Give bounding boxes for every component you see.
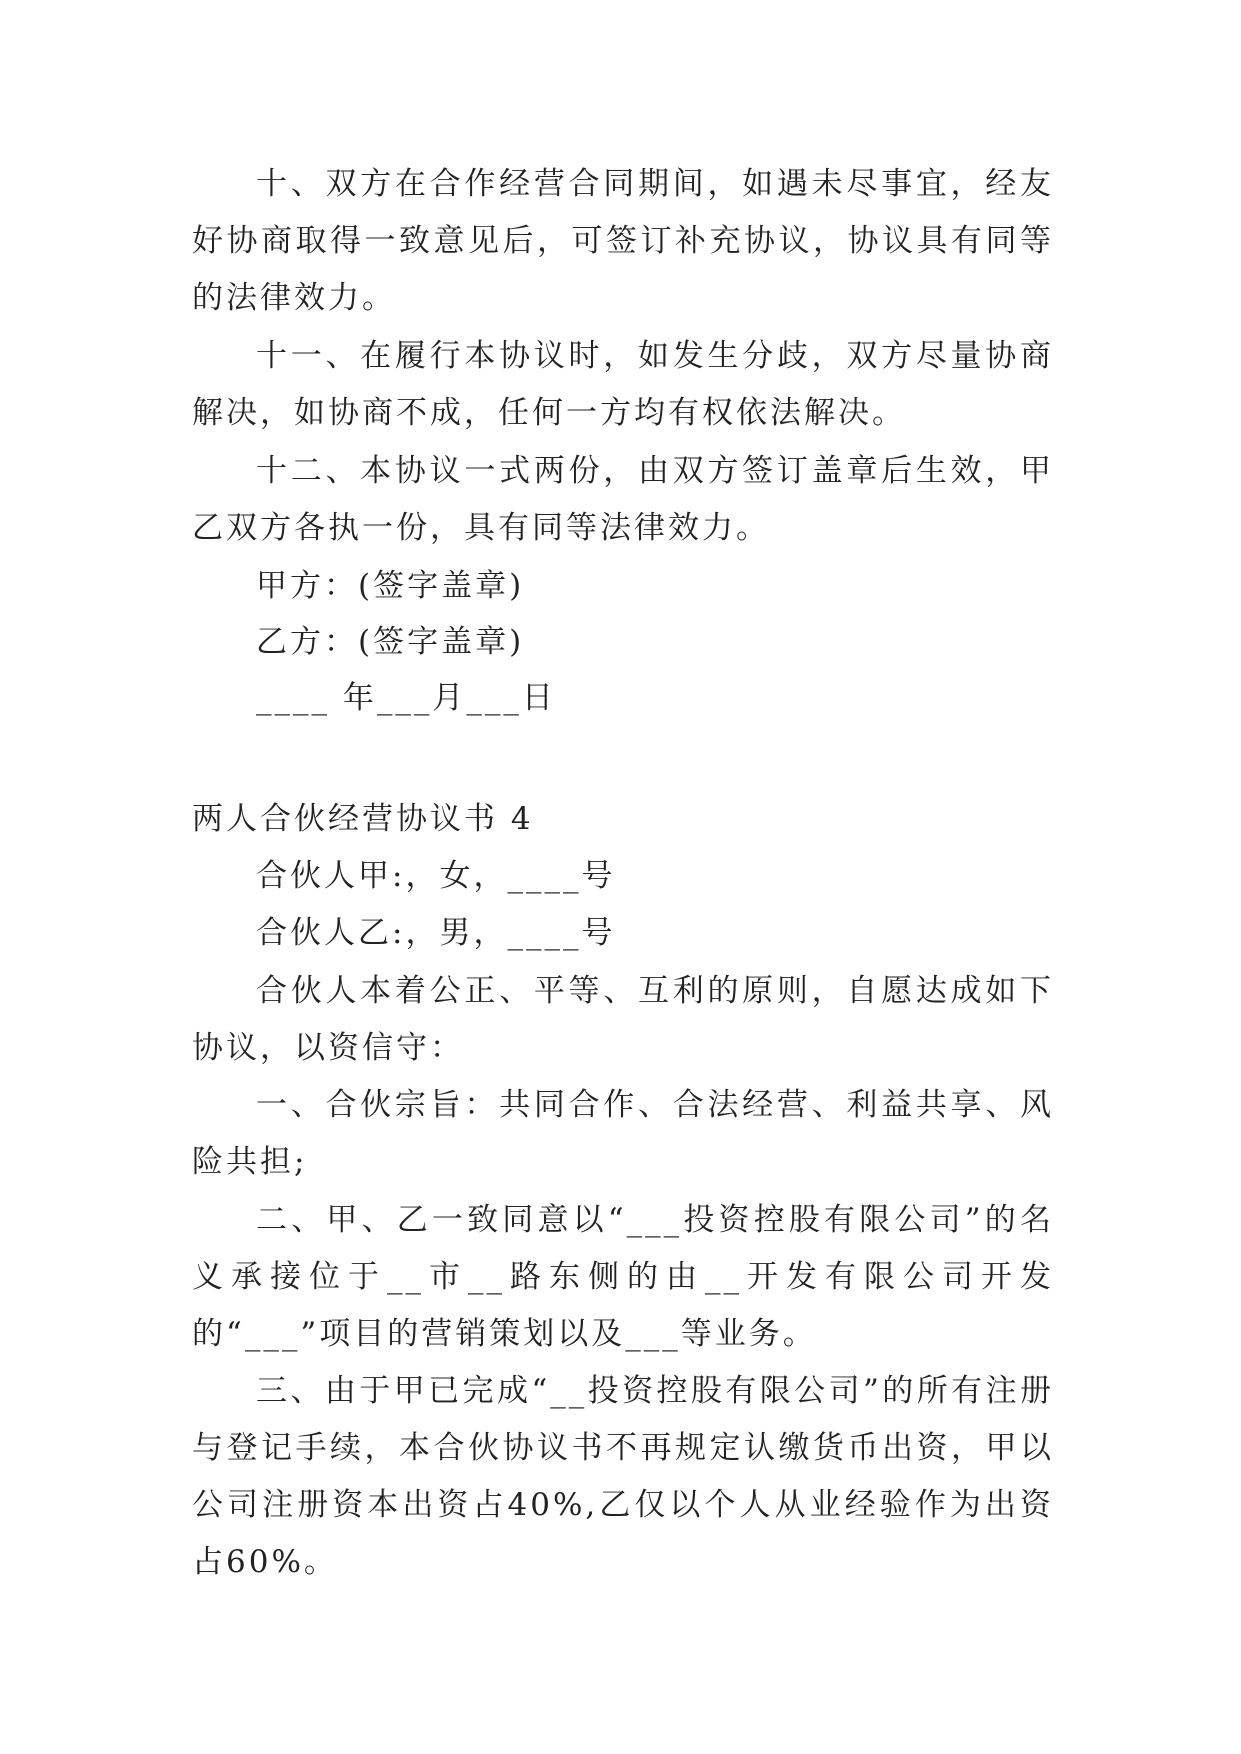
section-title: 两人合伙经营协议书 4 xyxy=(192,801,534,837)
clause-10: 十、双方在合作经营合同期间，如遇未尽事宜，经友好协商取得一致意见后，可签订补充协议，协议具有同等的法律效力。 xyxy=(192,166,1054,316)
clause-3: 三、由于甲已完成“__投资控股有限公司”的所有注册与登记手续，本合伙协议书不再规定认缴货币出资，甲以公司注册资本出资占40%,乙仅以个人从业经验作为出资占60%。 xyxy=(192,1373,1054,1580)
clause-11: 十一、在履行本协议时，如发生分歧，双方尽量协商解决，如协商不成，任何一方均有权依法解决。 xyxy=(192,338,1054,431)
party-a-signature: 甲方：(签字盖章) xyxy=(256,568,525,604)
clause-12: 十二、本协议一式两份，由双方签订盖章后生效，甲乙双方各执一份，具有同等法律效力。 xyxy=(192,453,1054,546)
date-line: ____ 年___月___日 xyxy=(256,680,556,716)
intro-paragraph: 合伙人本着公正、平等、互利的原则，自愿达成如下协议，以资信守： xyxy=(192,973,1054,1066)
party-b-signature: 乙方：(签字盖章) xyxy=(256,624,525,660)
clause-2: 二、甲、乙一致同意以“___投资控股有限公司”的名义承接位于__市__路东侧的由__开发有限公司开发的“___”项目的营销策划以及___等业务。 xyxy=(192,1202,1054,1352)
partner-a-info: 合伙人甲:，女，____号 xyxy=(256,858,616,894)
partner-b-info: 合伙人乙:，男，____号 xyxy=(256,915,616,951)
clause-1: 一、合伙宗旨：共同合作、合法经营、利益共享、风险共担; xyxy=(192,1087,1054,1180)
